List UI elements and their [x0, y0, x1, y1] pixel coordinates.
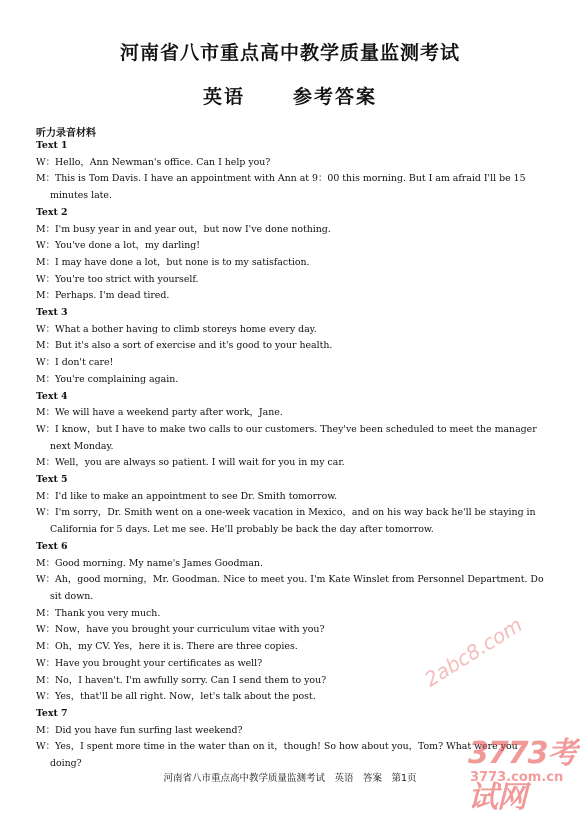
dialogue-line: M：I'm busy year in and year out，but now I've done nothing. [36, 223, 331, 235]
text-heading: Text 3 [36, 307, 68, 319]
dialogue-line: M：Perhaps. I'm dead tired. [36, 290, 170, 302]
dialogue-line: M：Oh，my CV. Yes，here it is. There are three copies. [36, 641, 298, 653]
dialogue-line: W：Have you brought your certificates as well? [36, 657, 263, 669]
answer-label: 参考答案 [293, 86, 378, 108]
dialogue-line: W：Hello，Ann Newman's office. Can I help you? [36, 156, 271, 168]
dialogue-line: M：But it's also a sort of exercise and it's good to your health. [36, 340, 333, 352]
dialogue-line: W：I don't care! [36, 357, 114, 369]
dialogue-line: W：I'm sorry，Dr. Smith went on a one-week vacation in Mexico，and on his way back he'll be staying in California for 5 days. Let me see. He'll probably be back the day after tomorrow. [36, 507, 536, 536]
dialogue-line: M：Well，you are always so patient. I will wait for you in my car. [36, 457, 345, 469]
dialogue-line: W：I know，but I have to make two calls to our customers. They've been scheduled to meet the manager next Monday. [36, 423, 537, 452]
text-heading: Text 7 [36, 707, 68, 719]
subject-label: 英语 [202, 86, 245, 108]
dialogue-line: W：Ah，good morning，Mr. Goodman. Nice to meet you. I'm Kate Winslet from Personnel Department. Do sit down. [36, 574, 544, 602]
dialogue-line: M：You're complaining again. [36, 373, 179, 385]
dialogue-line: M：I'd like to make an appointment to see Dr. Smith tomorrow. [36, 490, 338, 502]
listening-transcript [36, 138, 546, 773]
dialogue-line: W：Yes，that'll be all right. Now，let's talk about the post. [36, 691, 316, 703]
text-heading: Text 5 [36, 474, 68, 486]
dialogue-line: W：Now，have you brought your curriculum vitae with you? [36, 624, 325, 636]
dialogue-line: W：You're too strict with yourself. [36, 273, 199, 285]
page-footer: 河南省八市重点高中教学质量监测考试 英语 答案 第1页 [163, 773, 417, 784]
dialogue-line: W：Yes，I spent more time in the water than on it，though! So how about you，Tom? What were you doing? [36, 741, 518, 770]
dialogue-line: M：Did you have fun surfing last weekend? [36, 724, 243, 736]
dialogue-line: M：No，I haven't. I'm awfully sorry. Can I send them to you? [36, 674, 327, 686]
dialogue-line: M：This is Tom Davis. I have an appointment with Ann at 9：00 this morning. But I am afraid I'll be 15 minutes late. [36, 173, 526, 202]
section-title: 听力录音材料 [36, 128, 96, 139]
dialogue-line: M：Good morning. My name's James Goodman. [36, 557, 263, 569]
dialogue-line: M：We will have a weekend party after work，Jane. [36, 407, 283, 419]
watermark-url: 2abc8.com [420, 612, 527, 692]
text-heading: Text 2 [36, 206, 68, 218]
answer-subtitle [0, 82, 580, 109]
watermark-logo: 3773考试网 [468, 736, 577, 815]
text-heading: Text 6 [36, 540, 68, 552]
dialogue-line: M：I may have done a lot，but none is to my satisfaction. [36, 256, 310, 268]
dialogue-line: W：What a bother having to climb storeys home every day. [36, 323, 317, 335]
dialogue-line: W：You've done a lot，my darling! [36, 240, 201, 252]
dialogue-line: M：Thank you very much. [36, 607, 161, 619]
watermark-logo-url: 3773.com.cn [470, 770, 564, 785]
exam-title: 河南省八市重点高中教学质量监测考试 [119, 42, 460, 64]
text-heading: Text 4 [36, 390, 68, 402]
text-heading: Text 1 [36, 140, 68, 151]
